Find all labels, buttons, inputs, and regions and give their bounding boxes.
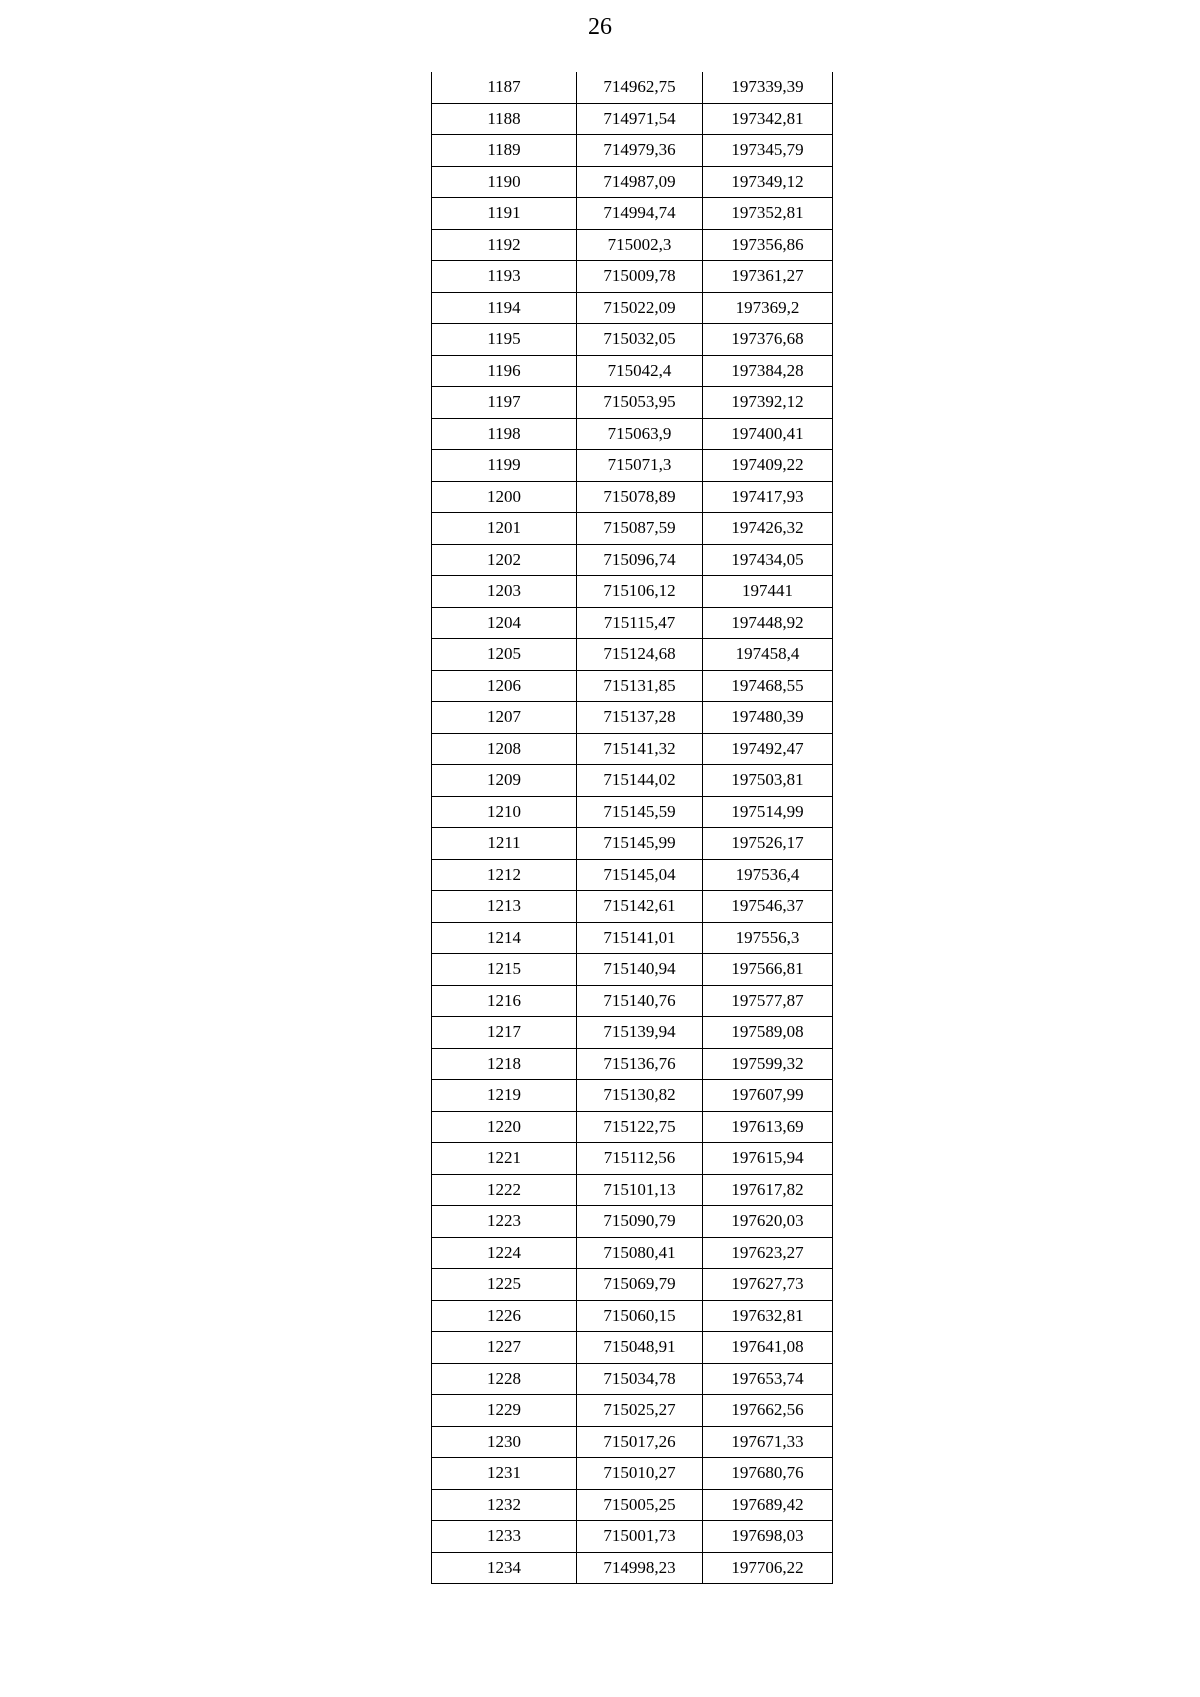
x-coordinate-cell: 715144,02	[577, 765, 703, 797]
point-number-cell: 1221	[432, 1143, 577, 1175]
point-number-cell: 1232	[432, 1489, 577, 1521]
table-row	[432, 733, 833, 765]
x-coordinate-cell: 715145,99	[577, 828, 703, 860]
y-coordinate-cell: 197536,4	[703, 859, 833, 891]
x-coordinate-cell: 715022,09	[577, 292, 703, 324]
table-row	[432, 985, 833, 1017]
table-row	[432, 481, 833, 513]
point-number-cell: 1233	[432, 1521, 577, 1553]
y-coordinate-cell: 197680,76	[703, 1458, 833, 1490]
table-row	[432, 135, 833, 167]
y-coordinate-cell: 197468,55	[703, 670, 833, 702]
y-coordinate-cell: 197441	[703, 576, 833, 608]
table-row	[432, 355, 833, 387]
x-coordinate-cell: 715060,15	[577, 1300, 703, 1332]
point-number-cell: 1231	[432, 1458, 577, 1490]
table-row	[432, 103, 833, 135]
table-row	[432, 1174, 833, 1206]
point-number-cell: 1190	[432, 166, 577, 198]
y-coordinate-cell: 197361,27	[703, 261, 833, 293]
point-number-cell: 1228	[432, 1363, 577, 1395]
table-row	[432, 1489, 833, 1521]
y-coordinate-cell: 197400,41	[703, 418, 833, 450]
x-coordinate-cell: 715034,78	[577, 1363, 703, 1395]
y-coordinate-cell: 197607,99	[703, 1080, 833, 1112]
point-number-cell: 1224	[432, 1237, 577, 1269]
x-coordinate-cell: 715017,26	[577, 1426, 703, 1458]
x-coordinate-cell: 715053,95	[577, 387, 703, 419]
y-coordinate-cell: 197526,17	[703, 828, 833, 860]
table-row	[432, 1395, 833, 1427]
table-row	[432, 576, 833, 608]
x-coordinate-cell: 715145,04	[577, 859, 703, 891]
point-number-cell: 1217	[432, 1017, 577, 1049]
y-coordinate-cell: 197556,3	[703, 922, 833, 954]
x-coordinate-cell: 715139,94	[577, 1017, 703, 1049]
y-coordinate-cell: 197409,22	[703, 450, 833, 482]
table-row	[432, 1111, 833, 1143]
table-row	[432, 702, 833, 734]
y-coordinate-cell: 197599,32	[703, 1048, 833, 1080]
point-number-cell: 1187	[432, 72, 577, 103]
y-coordinate-cell: 197706,22	[703, 1552, 833, 1584]
x-coordinate-cell: 715131,85	[577, 670, 703, 702]
point-number-cell: 1219	[432, 1080, 577, 1112]
table-row	[432, 891, 833, 923]
point-number-cell: 1189	[432, 135, 577, 167]
coordinates-table	[431, 72, 833, 1584]
table-row	[432, 324, 833, 356]
table-row	[432, 670, 833, 702]
point-number-cell: 1204	[432, 607, 577, 639]
y-coordinate-cell: 197426,32	[703, 513, 833, 545]
x-coordinate-cell: 715087,59	[577, 513, 703, 545]
table-row	[432, 387, 833, 419]
table-row	[432, 229, 833, 261]
y-coordinate-cell: 197620,03	[703, 1206, 833, 1238]
x-coordinate-cell: 714962,75	[577, 72, 703, 103]
x-coordinate-cell: 715001,73	[577, 1521, 703, 1553]
y-coordinate-cell: 197352,81	[703, 198, 833, 230]
point-number-cell: 1199	[432, 450, 577, 482]
point-number-cell: 1208	[432, 733, 577, 765]
point-number-cell: 1218	[432, 1048, 577, 1080]
point-number-cell: 1196	[432, 355, 577, 387]
y-coordinate-cell: 197376,68	[703, 324, 833, 356]
y-coordinate-cell: 197617,82	[703, 1174, 833, 1206]
x-coordinate-cell: 715137,28	[577, 702, 703, 734]
table-row	[432, 1552, 833, 1584]
table-row	[432, 1300, 833, 1332]
y-coordinate-cell: 197566,81	[703, 954, 833, 986]
x-coordinate-cell: 714998,23	[577, 1552, 703, 1584]
point-number-cell: 1198	[432, 418, 577, 450]
y-coordinate-cell: 197546,37	[703, 891, 833, 923]
table-row	[432, 1426, 833, 1458]
x-coordinate-cell: 715078,89	[577, 481, 703, 513]
point-number-cell: 1205	[432, 639, 577, 671]
table-row	[432, 1269, 833, 1301]
y-coordinate-cell: 197632,81	[703, 1300, 833, 1332]
x-coordinate-cell: 714987,09	[577, 166, 703, 198]
table-row	[432, 607, 833, 639]
table-row	[432, 1237, 833, 1269]
x-coordinate-cell: 715124,68	[577, 639, 703, 671]
point-number-cell: 1207	[432, 702, 577, 734]
point-number-cell: 1213	[432, 891, 577, 923]
x-coordinate-cell: 715069,79	[577, 1269, 703, 1301]
x-coordinate-cell: 715010,27	[577, 1458, 703, 1490]
x-coordinate-cell: 715136,76	[577, 1048, 703, 1080]
x-coordinate-cell: 715101,13	[577, 1174, 703, 1206]
x-coordinate-cell: 715141,32	[577, 733, 703, 765]
table-row	[432, 544, 833, 576]
table-row	[432, 765, 833, 797]
x-coordinate-cell: 715090,79	[577, 1206, 703, 1238]
x-coordinate-cell: 715106,12	[577, 576, 703, 608]
x-coordinate-cell: 715115,47	[577, 607, 703, 639]
point-number-cell: 1227	[432, 1332, 577, 1364]
table-row	[432, 1080, 833, 1112]
y-coordinate-cell: 197615,94	[703, 1143, 833, 1175]
y-coordinate-cell: 197384,28	[703, 355, 833, 387]
point-number-cell: 1203	[432, 576, 577, 608]
y-coordinate-cell: 197345,79	[703, 135, 833, 167]
x-coordinate-cell: 715140,94	[577, 954, 703, 986]
x-coordinate-cell: 715112,56	[577, 1143, 703, 1175]
table-row	[432, 261, 833, 293]
x-coordinate-cell: 715042,4	[577, 355, 703, 387]
y-coordinate-cell: 197503,81	[703, 765, 833, 797]
page-number: 26	[588, 14, 612, 40]
table-row	[432, 1143, 833, 1175]
point-number-cell: 1223	[432, 1206, 577, 1238]
y-coordinate-cell: 197448,92	[703, 607, 833, 639]
x-coordinate-cell: 715063,9	[577, 418, 703, 450]
y-coordinate-cell: 197577,87	[703, 985, 833, 1017]
y-coordinate-cell: 197349,12	[703, 166, 833, 198]
y-coordinate-cell: 197339,39	[703, 72, 833, 103]
point-number-cell: 1201	[432, 513, 577, 545]
table-row	[432, 828, 833, 860]
x-coordinate-cell: 715048,91	[577, 1332, 703, 1364]
coordinates-table-body	[432, 72, 833, 1584]
table-row	[432, 1048, 833, 1080]
x-coordinate-cell: 715009,78	[577, 261, 703, 293]
y-coordinate-cell: 197671,33	[703, 1426, 833, 1458]
x-coordinate-cell: 714971,54	[577, 103, 703, 135]
table-row	[432, 1206, 833, 1238]
point-number-cell: 1229	[432, 1395, 577, 1427]
x-coordinate-cell: 715142,61	[577, 891, 703, 923]
y-coordinate-cell: 197514,99	[703, 796, 833, 828]
table-row	[432, 72, 833, 103]
y-coordinate-cell: 197342,81	[703, 103, 833, 135]
x-coordinate-cell: 715071,3	[577, 450, 703, 482]
point-number-cell: 1212	[432, 859, 577, 891]
x-coordinate-cell: 715122,75	[577, 1111, 703, 1143]
x-coordinate-cell: 715032,05	[577, 324, 703, 356]
table-row	[432, 513, 833, 545]
y-coordinate-cell: 197698,03	[703, 1521, 833, 1553]
y-coordinate-cell: 197689,42	[703, 1489, 833, 1521]
point-number-cell: 1225	[432, 1269, 577, 1301]
point-number-cell: 1197	[432, 387, 577, 419]
x-coordinate-cell: 714994,74	[577, 198, 703, 230]
x-coordinate-cell: 715096,74	[577, 544, 703, 576]
x-coordinate-cell: 715025,27	[577, 1395, 703, 1427]
table-row	[432, 166, 833, 198]
x-coordinate-cell: 715140,76	[577, 985, 703, 1017]
x-coordinate-cell: 715141,01	[577, 922, 703, 954]
point-number-cell: 1234	[432, 1552, 577, 1584]
point-number-cell: 1230	[432, 1426, 577, 1458]
table-row	[432, 1332, 833, 1364]
table-row	[432, 1521, 833, 1553]
x-coordinate-cell: 715080,41	[577, 1237, 703, 1269]
y-coordinate-cell: 197492,47	[703, 733, 833, 765]
y-coordinate-cell: 197589,08	[703, 1017, 833, 1049]
y-coordinate-cell: 197417,93	[703, 481, 833, 513]
table-row	[432, 639, 833, 671]
x-coordinate-cell: 715145,59	[577, 796, 703, 828]
point-number-cell: 1200	[432, 481, 577, 513]
point-number-cell: 1206	[432, 670, 577, 702]
point-number-cell: 1202	[432, 544, 577, 576]
y-coordinate-cell: 197641,08	[703, 1332, 833, 1364]
table-row	[432, 198, 833, 230]
y-coordinate-cell: 197369,2	[703, 292, 833, 324]
point-number-cell: 1194	[432, 292, 577, 324]
y-coordinate-cell: 197458,4	[703, 639, 833, 671]
table-row	[432, 450, 833, 482]
point-number-cell: 1192	[432, 229, 577, 261]
table-row	[432, 418, 833, 450]
table-row	[432, 1017, 833, 1049]
y-coordinate-cell: 197653,74	[703, 1363, 833, 1395]
y-coordinate-cell: 197480,39	[703, 702, 833, 734]
point-number-cell: 1216	[432, 985, 577, 1017]
table-row	[432, 1363, 833, 1395]
y-coordinate-cell: 197613,69	[703, 1111, 833, 1143]
point-number-cell: 1195	[432, 324, 577, 356]
y-coordinate-cell: 197627,73	[703, 1269, 833, 1301]
point-number-cell: 1226	[432, 1300, 577, 1332]
point-number-cell: 1214	[432, 922, 577, 954]
point-number-cell: 1191	[432, 198, 577, 230]
y-coordinate-cell: 197356,86	[703, 229, 833, 261]
y-coordinate-cell: 197662,56	[703, 1395, 833, 1427]
table-row	[432, 922, 833, 954]
table-row	[432, 796, 833, 828]
y-coordinate-cell: 197392,12	[703, 387, 833, 419]
table-row	[432, 1458, 833, 1490]
table-row	[432, 292, 833, 324]
point-number-cell: 1193	[432, 261, 577, 293]
x-coordinate-cell: 715002,3	[577, 229, 703, 261]
x-coordinate-cell: 714979,36	[577, 135, 703, 167]
point-number-cell: 1210	[432, 796, 577, 828]
point-number-cell: 1222	[432, 1174, 577, 1206]
point-number-cell: 1188	[432, 103, 577, 135]
x-coordinate-cell: 715130,82	[577, 1080, 703, 1112]
x-coordinate-cell: 715005,25	[577, 1489, 703, 1521]
y-coordinate-cell: 197623,27	[703, 1237, 833, 1269]
y-coordinate-cell: 197434,05	[703, 544, 833, 576]
table-row	[432, 954, 833, 986]
point-number-cell: 1220	[432, 1111, 577, 1143]
table-row	[432, 859, 833, 891]
point-number-cell: 1209	[432, 765, 577, 797]
point-number-cell: 1215	[432, 954, 577, 986]
point-number-cell: 1211	[432, 828, 577, 860]
